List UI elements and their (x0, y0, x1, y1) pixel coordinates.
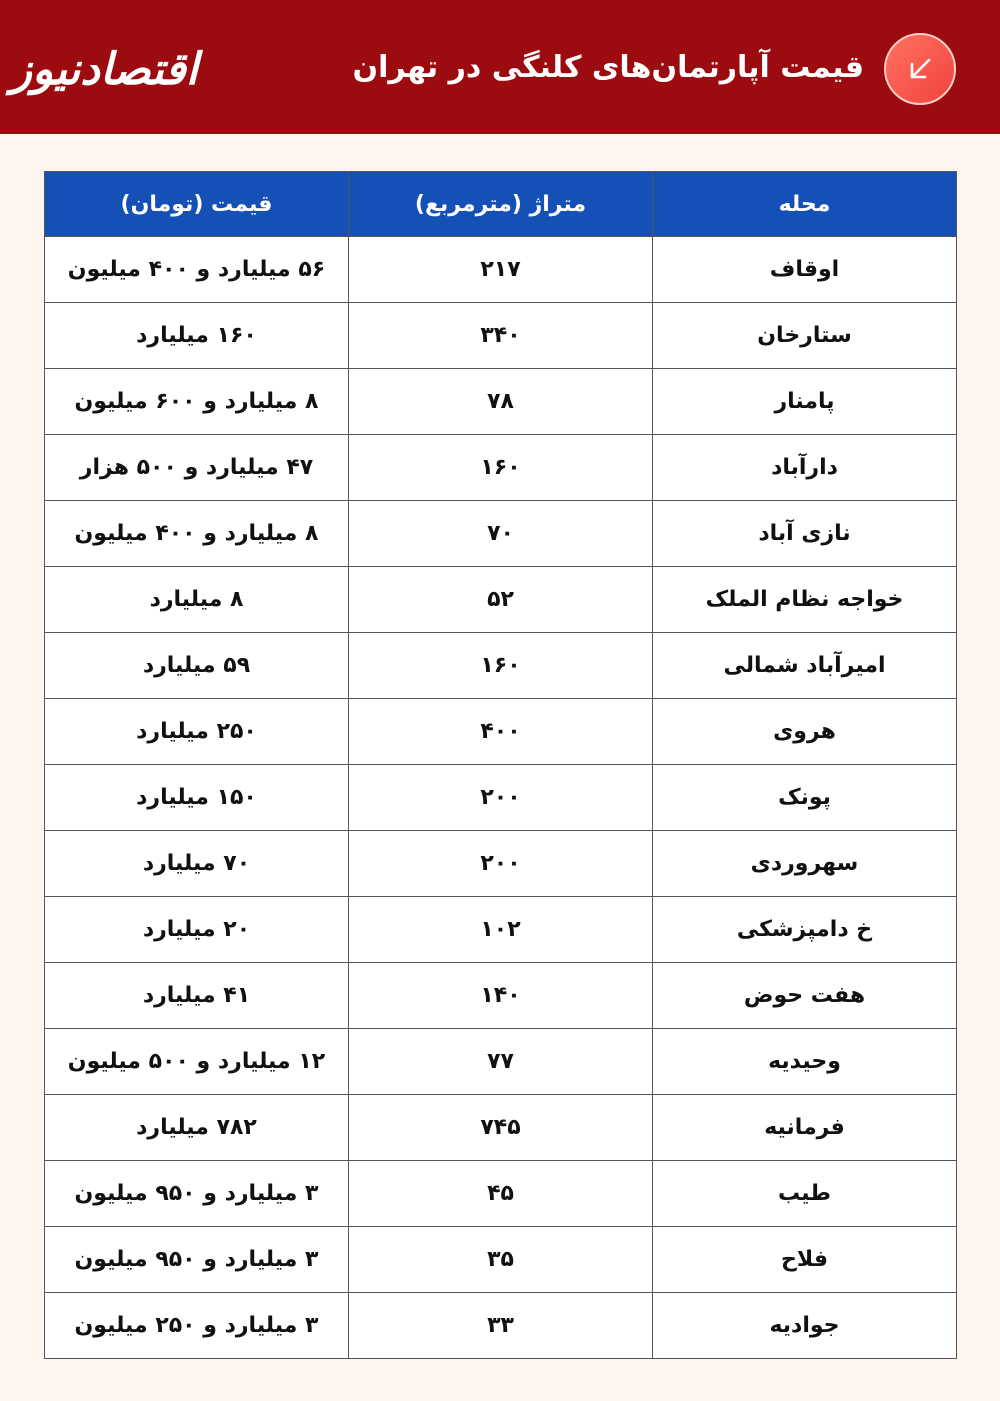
neighborhood-cell: پامنار (653, 369, 957, 435)
price-cell: ۴۷ میلیارد و ۵۰۰ هزار (45, 435, 349, 501)
neighborhood-cell: وحیدیه (653, 1029, 957, 1095)
neighborhood-cell: خواجه نظام الملک (653, 567, 957, 633)
neighborhood-cell: جوادیه (653, 1293, 957, 1359)
table-row (45, 633, 957, 699)
area-cell: ۷۰ (349, 501, 653, 567)
price-cell: ۸ میلیارد و ۴۰۰ میلیون (45, 501, 349, 567)
neighborhood-cell: هفت حوض (653, 963, 957, 1029)
neighborhood-cell: ستارخان (653, 303, 957, 369)
table-row (45, 369, 957, 435)
table-row (45, 897, 957, 963)
table-row (45, 699, 957, 765)
neighborhood-cell: سهروردی (653, 831, 957, 897)
table-body (45, 237, 957, 1359)
table-row (45, 963, 957, 1029)
area-cell: ۴۰۰ (349, 699, 653, 765)
neighborhood-cell: فرمانیه (653, 1095, 957, 1161)
price-cell: ۳ میلیارد و ۲۵۰ میلیون (45, 1293, 349, 1359)
price-cell: ۷۰ میلیارد (45, 831, 349, 897)
area-cell: ۱۴۰ (349, 963, 653, 1029)
column-header-neighborhood: محله (653, 172, 957, 237)
table-row (45, 1161, 957, 1227)
price-cell: ۵۶ میلیارد و ۴۰۰ میلیون (45, 237, 349, 303)
area-cell: ۲۱۷ (349, 237, 653, 303)
area-cell: ۷۸ (349, 369, 653, 435)
page-title: قیمت آپارتمان‌های کلنگی در تهران (352, 50, 864, 85)
neighborhood-cell: خ دامپزشکی (653, 897, 957, 963)
price-cell: ۵۹ میلیارد (45, 633, 349, 699)
table-row (45, 1293, 957, 1359)
table-row (45, 1029, 957, 1095)
price-cell: ۱۵۰ میلیارد (45, 765, 349, 831)
table-row (45, 237, 957, 303)
price-cell: ۷۸۲ میلیارد (45, 1095, 349, 1161)
neighborhood-cell: پونک (653, 765, 957, 831)
neighborhood-cell: طیب (653, 1161, 957, 1227)
neighborhood-cell: دارآباد (653, 435, 957, 501)
area-cell: ۲۰۰ (349, 765, 653, 831)
header-bar (0, 0, 1000, 134)
table-row (45, 435, 957, 501)
column-header-area: متراژ (مترمربع) (349, 172, 653, 237)
table-row (45, 765, 957, 831)
neighborhood-cell: نازی آباد (653, 501, 957, 567)
area-cell: ۴۵ (349, 1161, 653, 1227)
table-row (45, 567, 957, 633)
column-header-price: قیمت (تومان) (45, 172, 349, 237)
table-row (45, 1227, 957, 1293)
area-cell: ۳۳ (349, 1293, 653, 1359)
price-cell: ۳ میلیارد و ۹۵۰ میلیون (45, 1161, 349, 1227)
area-cell: ۱۶۰ (349, 435, 653, 501)
neighborhood-cell: امیرآباد شمالی (653, 633, 957, 699)
table-row (45, 303, 957, 369)
price-cell: ۱۶۰ میلیارد (45, 303, 349, 369)
area-cell: ۵۲ (349, 567, 653, 633)
area-cell: ۷۴۵ (349, 1095, 653, 1161)
arrow-down-left-icon (906, 55, 934, 83)
price-cell: ۸ میلیارد (45, 567, 349, 633)
table-header-row (45, 172, 957, 237)
logo: اقتصادنیوز (10, 44, 198, 95)
price-cell: ۳ میلیارد و ۹۵۰ میلیون (45, 1227, 349, 1293)
arrow-badge (884, 33, 956, 105)
area-cell: ۲۰۰ (349, 831, 653, 897)
area-cell: ۷۷ (349, 1029, 653, 1095)
neighborhood-cell: فلاح (653, 1227, 957, 1293)
area-cell: ۳۵ (349, 1227, 653, 1293)
price-cell: ۲۰ میلیارد (45, 897, 349, 963)
price-cell: ۴۱ میلیارد (45, 963, 349, 1029)
neighborhood-cell: اوقاف (653, 237, 957, 303)
price-table (44, 171, 957, 1359)
table-row (45, 501, 957, 567)
table-row (45, 1095, 957, 1161)
area-cell: ۱۶۰ (349, 633, 653, 699)
price-cell: ۲۵۰ میلیارد (45, 699, 349, 765)
price-cell: ۱۲ میلیارد و ۵۰۰ میلیون (45, 1029, 349, 1095)
price-cell: ۸ میلیارد و ۶۰۰ میلیون (45, 369, 349, 435)
neighborhood-cell: هروی (653, 699, 957, 765)
area-cell: ۳۴۰ (349, 303, 653, 369)
table-row (45, 831, 957, 897)
area-cell: ۱۰۲ (349, 897, 653, 963)
